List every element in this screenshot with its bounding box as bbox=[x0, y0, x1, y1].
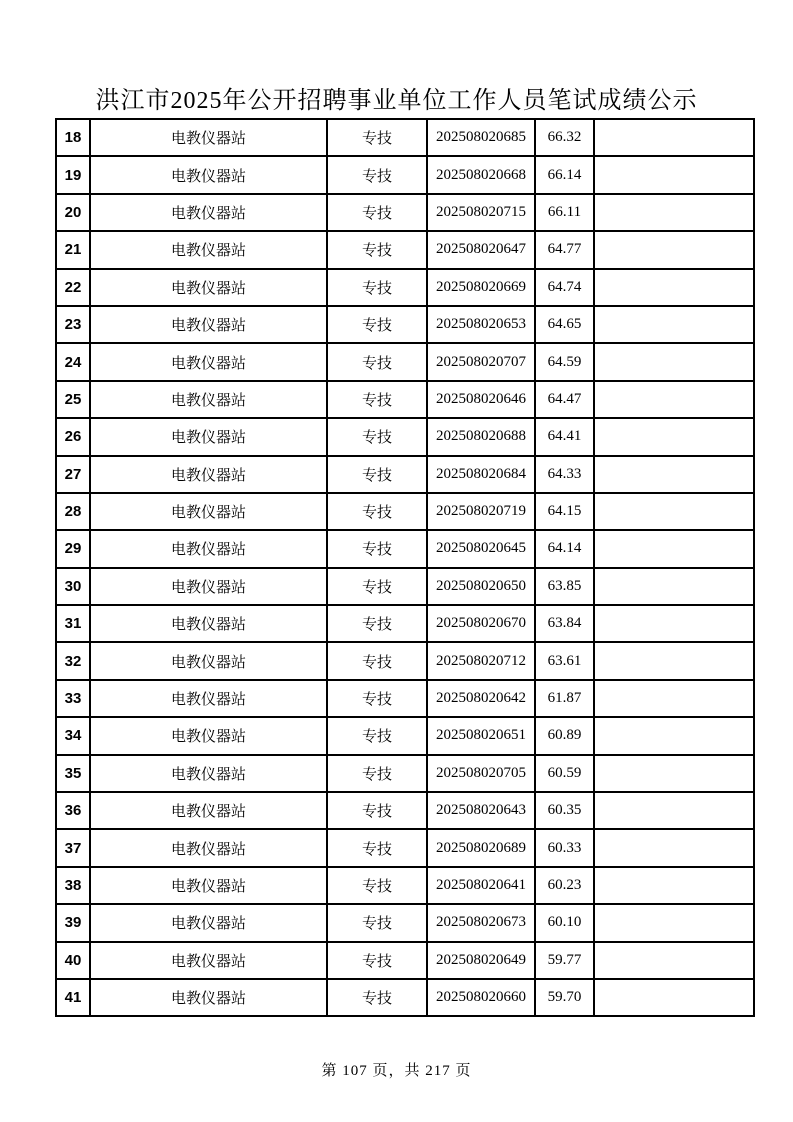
cell-row-number: 29 bbox=[56, 530, 90, 567]
cell-score: 64.33 bbox=[535, 456, 594, 493]
cell-score: 66.32 bbox=[535, 119, 594, 156]
cell-unit-name: 电教仪器站 bbox=[90, 867, 327, 904]
table-row bbox=[56, 418, 754, 455]
table-row bbox=[56, 904, 754, 941]
cell-empty bbox=[594, 979, 754, 1016]
cell-position-type: 专技 bbox=[327, 156, 427, 193]
cell-empty bbox=[594, 792, 754, 829]
cell-position-type: 专技 bbox=[327, 642, 427, 679]
table-row bbox=[56, 942, 754, 979]
cell-position-type: 专技 bbox=[327, 306, 427, 343]
page-title: 洪江市2025年公开招聘事业单位工作人员笔试成绩公示 bbox=[95, 88, 698, 114]
cell-exam-number: 202508020642 bbox=[427, 680, 535, 717]
cell-score: 60.59 bbox=[535, 755, 594, 792]
cell-empty bbox=[594, 194, 754, 231]
cell-position-type: 专技 bbox=[327, 381, 427, 418]
cell-exam-number: 202508020645 bbox=[427, 530, 535, 567]
cell-score: 60.89 bbox=[535, 717, 594, 754]
cell-position-type: 专技 bbox=[327, 867, 427, 904]
cell-position-type: 专技 bbox=[327, 493, 427, 530]
table-row bbox=[56, 642, 754, 679]
cell-unit-name: 电教仪器站 bbox=[90, 829, 327, 866]
cell-row-number: 37 bbox=[56, 829, 90, 866]
cell-exam-number: 202508020719 bbox=[427, 493, 535, 530]
cell-unit-name: 电教仪器站 bbox=[90, 156, 327, 193]
cell-score: 63.61 bbox=[535, 642, 594, 679]
cell-unit-name: 电教仪器站 bbox=[90, 381, 327, 418]
cell-row-number: 22 bbox=[56, 269, 90, 306]
cell-exam-number: 202508020689 bbox=[427, 829, 535, 866]
cell-empty bbox=[594, 493, 754, 530]
cell-exam-number: 202508020647 bbox=[427, 231, 535, 268]
cell-row-number: 35 bbox=[56, 755, 90, 792]
table-row bbox=[56, 381, 754, 418]
table-row bbox=[56, 194, 754, 231]
cell-empty bbox=[594, 530, 754, 567]
cell-row-number: 33 bbox=[56, 680, 90, 717]
cell-score: 60.23 bbox=[535, 867, 594, 904]
table-row bbox=[56, 343, 754, 380]
cell-unit-name: 电教仪器站 bbox=[90, 717, 327, 754]
cell-empty bbox=[594, 568, 754, 605]
cell-position-type: 专技 bbox=[327, 680, 427, 717]
cell-position-type: 专技 bbox=[327, 194, 427, 231]
cell-row-number: 21 bbox=[56, 231, 90, 268]
cell-position-type: 专技 bbox=[327, 755, 427, 792]
cell-score: 63.84 bbox=[535, 605, 594, 642]
cell-empty bbox=[594, 381, 754, 418]
cell-row-number: 27 bbox=[56, 456, 90, 493]
cell-exam-number: 202508020673 bbox=[427, 904, 535, 941]
table-row bbox=[56, 306, 754, 343]
cell-position-type: 专技 bbox=[327, 456, 427, 493]
cell-unit-name: 电教仪器站 bbox=[90, 979, 327, 1016]
table-row bbox=[56, 530, 754, 567]
cell-score: 66.14 bbox=[535, 156, 594, 193]
cell-score: 61.87 bbox=[535, 680, 594, 717]
cell-exam-number: 202508020669 bbox=[427, 269, 535, 306]
cell-row-number: 24 bbox=[56, 343, 90, 380]
cell-unit-name: 电教仪器站 bbox=[90, 456, 327, 493]
cell-empty bbox=[594, 343, 754, 380]
cell-score: 64.47 bbox=[535, 381, 594, 418]
table-row bbox=[56, 156, 754, 193]
cell-unit-name: 电教仪器站 bbox=[90, 194, 327, 231]
cell-exam-number: 202508020649 bbox=[427, 942, 535, 979]
cell-empty bbox=[594, 942, 754, 979]
cell-score: 60.35 bbox=[535, 792, 594, 829]
cell-unit-name: 电教仪器站 bbox=[90, 792, 327, 829]
cell-unit-name: 电教仪器站 bbox=[90, 680, 327, 717]
cell-row-number: 26 bbox=[56, 418, 90, 455]
cell-empty bbox=[594, 231, 754, 268]
table-row bbox=[56, 717, 754, 754]
cell-exam-number: 202508020668 bbox=[427, 156, 535, 193]
cell-empty bbox=[594, 119, 754, 156]
cell-row-number: 20 bbox=[56, 194, 90, 231]
cell-position-type: 专技 bbox=[327, 717, 427, 754]
cell-unit-name: 电教仪器站 bbox=[90, 418, 327, 455]
cell-unit-name: 电教仪器站 bbox=[90, 119, 327, 156]
cell-row-number: 39 bbox=[56, 904, 90, 941]
cell-unit-name: 电教仪器站 bbox=[90, 530, 327, 567]
cell-row-number: 19 bbox=[56, 156, 90, 193]
cell-exam-number: 202508020660 bbox=[427, 979, 535, 1016]
cell-empty bbox=[594, 269, 754, 306]
cell-exam-number: 202508020705 bbox=[427, 755, 535, 792]
cell-score: 60.33 bbox=[535, 829, 594, 866]
cell-score: 64.59 bbox=[535, 343, 594, 380]
cell-exam-number: 202508020651 bbox=[427, 717, 535, 754]
cell-unit-name: 电教仪器站 bbox=[90, 605, 327, 642]
cell-row-number: 38 bbox=[56, 867, 90, 904]
cell-score: 64.74 bbox=[535, 269, 594, 306]
cell-position-type: 专技 bbox=[327, 530, 427, 567]
cell-exam-number: 202508020688 bbox=[427, 418, 535, 455]
cell-score: 63.85 bbox=[535, 568, 594, 605]
cell-exam-number: 202508020670 bbox=[427, 605, 535, 642]
cell-score: 64.14 bbox=[535, 530, 594, 567]
cell-exam-number: 202508020712 bbox=[427, 642, 535, 679]
cell-unit-name: 电教仪器站 bbox=[90, 493, 327, 530]
cell-empty bbox=[594, 904, 754, 941]
cell-row-number: 25 bbox=[56, 381, 90, 418]
cell-unit-name: 电教仪器站 bbox=[90, 306, 327, 343]
table-row bbox=[56, 979, 754, 1016]
cell-empty bbox=[594, 717, 754, 754]
cell-unit-name: 电教仪器站 bbox=[90, 942, 327, 979]
cell-empty bbox=[594, 829, 754, 866]
cell-row-number: 36 bbox=[56, 792, 90, 829]
page-footer: 第 107 页，共 217 页 bbox=[321, 1063, 472, 1079]
cell-empty bbox=[594, 418, 754, 455]
cell-unit-name: 电教仪器站 bbox=[90, 904, 327, 941]
cell-position-type: 专技 bbox=[327, 418, 427, 455]
table-row bbox=[56, 792, 754, 829]
cell-unit-name: 电教仪器站 bbox=[90, 568, 327, 605]
cell-score: 64.77 bbox=[535, 231, 594, 268]
cell-unit-name: 电教仪器站 bbox=[90, 269, 327, 306]
cell-exam-number: 202508020650 bbox=[427, 568, 535, 605]
cell-exam-number: 202508020684 bbox=[427, 456, 535, 493]
cell-empty bbox=[594, 867, 754, 904]
cell-score: 66.11 bbox=[535, 194, 594, 231]
cell-score: 59.77 bbox=[535, 942, 594, 979]
cell-row-number: 23 bbox=[56, 306, 90, 343]
cell-position-type: 专技 bbox=[327, 119, 427, 156]
table-row bbox=[56, 755, 754, 792]
table-row bbox=[56, 269, 754, 306]
cell-position-type: 专技 bbox=[327, 942, 427, 979]
cell-row-number: 34 bbox=[56, 717, 90, 754]
cell-exam-number: 202508020646 bbox=[427, 381, 535, 418]
cell-empty bbox=[594, 605, 754, 642]
table-row bbox=[56, 568, 754, 605]
cell-unit-name: 电教仪器站 bbox=[90, 343, 327, 380]
cell-unit-name: 电教仪器站 bbox=[90, 231, 327, 268]
cell-exam-number: 202508020685 bbox=[427, 119, 535, 156]
cell-unit-name: 电教仪器站 bbox=[90, 755, 327, 792]
cell-position-type: 专技 bbox=[327, 979, 427, 1016]
table-row bbox=[56, 680, 754, 717]
cell-exam-number: 202508020715 bbox=[427, 194, 535, 231]
table-row bbox=[56, 829, 754, 866]
cell-position-type: 专技 bbox=[327, 904, 427, 941]
table-body bbox=[56, 119, 754, 1016]
cell-row-number: 41 bbox=[56, 979, 90, 1016]
table-row bbox=[56, 605, 754, 642]
cell-position-type: 专技 bbox=[327, 343, 427, 380]
cell-position-type: 专技 bbox=[327, 269, 427, 306]
table-row bbox=[56, 231, 754, 268]
cell-row-number: 32 bbox=[56, 642, 90, 679]
cell-row-number: 18 bbox=[56, 119, 90, 156]
cell-score: 64.41 bbox=[535, 418, 594, 455]
cell-empty bbox=[594, 456, 754, 493]
cell-score: 64.65 bbox=[535, 306, 594, 343]
cell-score: 64.15 bbox=[535, 493, 594, 530]
cell-row-number: 30 bbox=[56, 568, 90, 605]
cell-position-type: 专技 bbox=[327, 231, 427, 268]
cell-position-type: 专技 bbox=[327, 605, 427, 642]
cell-empty bbox=[594, 156, 754, 193]
cell-unit-name: 电教仪器站 bbox=[90, 642, 327, 679]
cell-exam-number: 202508020641 bbox=[427, 867, 535, 904]
cell-exam-number: 202508020707 bbox=[427, 343, 535, 380]
table-row bbox=[56, 456, 754, 493]
cell-empty bbox=[594, 755, 754, 792]
table-row bbox=[56, 119, 754, 156]
score-table bbox=[55, 118, 755, 1017]
cell-position-type: 专技 bbox=[327, 829, 427, 866]
cell-position-type: 专技 bbox=[327, 792, 427, 829]
cell-score: 59.70 bbox=[535, 979, 594, 1016]
cell-empty bbox=[594, 680, 754, 717]
cell-score: 60.10 bbox=[535, 904, 594, 941]
table-row bbox=[56, 493, 754, 530]
cell-row-number: 31 bbox=[56, 605, 90, 642]
cell-empty bbox=[594, 306, 754, 343]
table-row bbox=[56, 867, 754, 904]
cell-row-number: 40 bbox=[56, 942, 90, 979]
cell-exam-number: 202508020653 bbox=[427, 306, 535, 343]
cell-position-type: 专技 bbox=[327, 568, 427, 605]
cell-empty bbox=[594, 642, 754, 679]
cell-row-number: 28 bbox=[56, 493, 90, 530]
cell-exam-number: 202508020643 bbox=[427, 792, 535, 829]
